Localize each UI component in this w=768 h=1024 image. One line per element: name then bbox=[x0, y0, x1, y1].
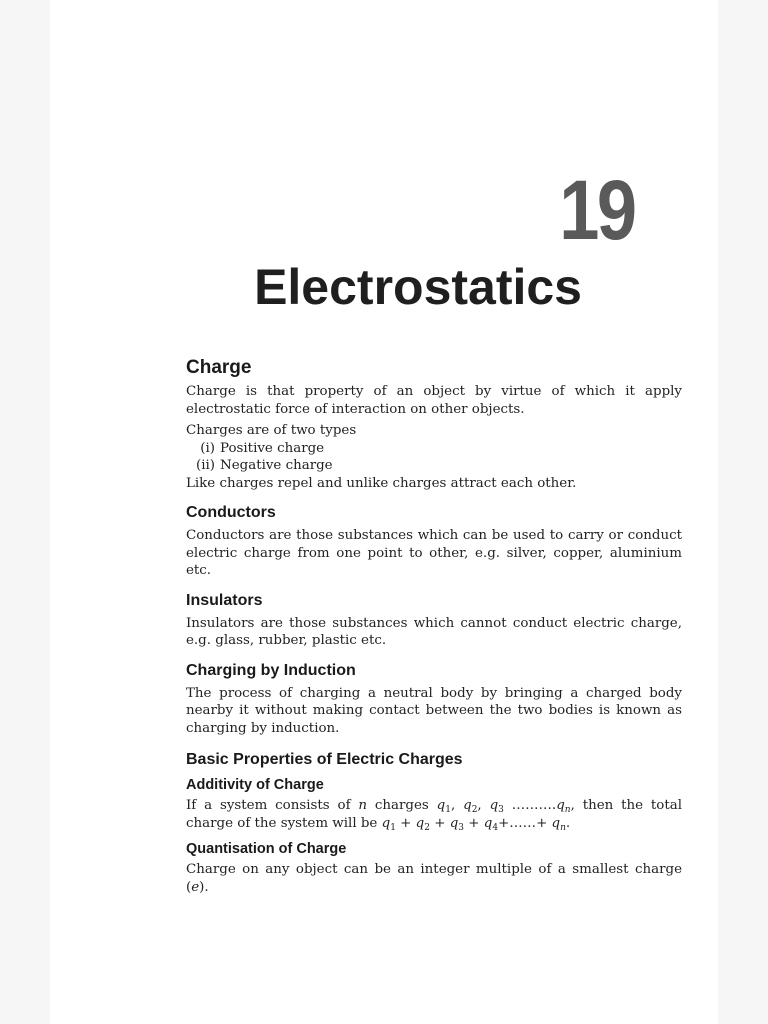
section-heading-insulators: Insulators bbox=[186, 591, 263, 609]
additivity-text: If a system consists of n charges $q_1$, $q_2$, $q_3$ $\dots\dots\dots.q_n$, then the total charge of the system will be $q_1 + q_2 + q_3$ + $q_4+\dots\dots+ q_n$. bbox=[186, 798, 683, 833]
list-item-label: Positive charge bbox=[220, 440, 325, 456]
section-heading-induction: Charging by Induction bbox=[186, 661, 356, 679]
chapter-title: Electrostatics bbox=[254, 259, 582, 315]
charge-definition: Charge is that property of an object by virtue of which it apply electrostatic force of interaction on other objects. bbox=[186, 384, 682, 417]
subsection-heading-additivity: Additivity of Charge bbox=[186, 777, 324, 793]
charge-types-intro: Charges are of two types bbox=[186, 423, 357, 438]
conductors-definition: Conductors are those substances which can be used to carry or conduct electric charge from one point to other, e.g. silver, copper, aluminium etc. bbox=[186, 528, 682, 578]
content bbox=[186, 356, 682, 896]
subsection-heading-quantisation: Quantisation of Charge bbox=[186, 841, 347, 857]
chapter-number: 19 bbox=[558, 163, 634, 257]
list-item bbox=[186, 457, 682, 475]
list-marker: (ii) bbox=[195, 458, 215, 473]
insulators-definition: Insulators are those substances which cannot conduct electric charge, e.g. glass, rubber, plastic etc. bbox=[186, 615, 682, 648]
quantisation-text: Charge on any object can be an integer multiple of a smallest charge (e). bbox=[186, 862, 682, 895]
section-heading-charge: Charge bbox=[186, 357, 252, 378]
page bbox=[50, 0, 718, 1024]
list-item bbox=[186, 440, 682, 458]
list-marker: (i) bbox=[200, 440, 215, 456]
list-item-label: Negative charge bbox=[220, 458, 333, 473]
charge-interaction-rule: Like charges repel and unlike charges attract each other. bbox=[186, 475, 577, 491]
section-heading-conductors: Conductors bbox=[186, 504, 276, 521]
induction-definition: The process of charging a neutral body by bringing a charged body nearby it without making contact between the two bodies is known as charging by induction. bbox=[186, 685, 682, 736]
section-heading-properties: Basic Properties of Electric Charges bbox=[186, 751, 463, 768]
